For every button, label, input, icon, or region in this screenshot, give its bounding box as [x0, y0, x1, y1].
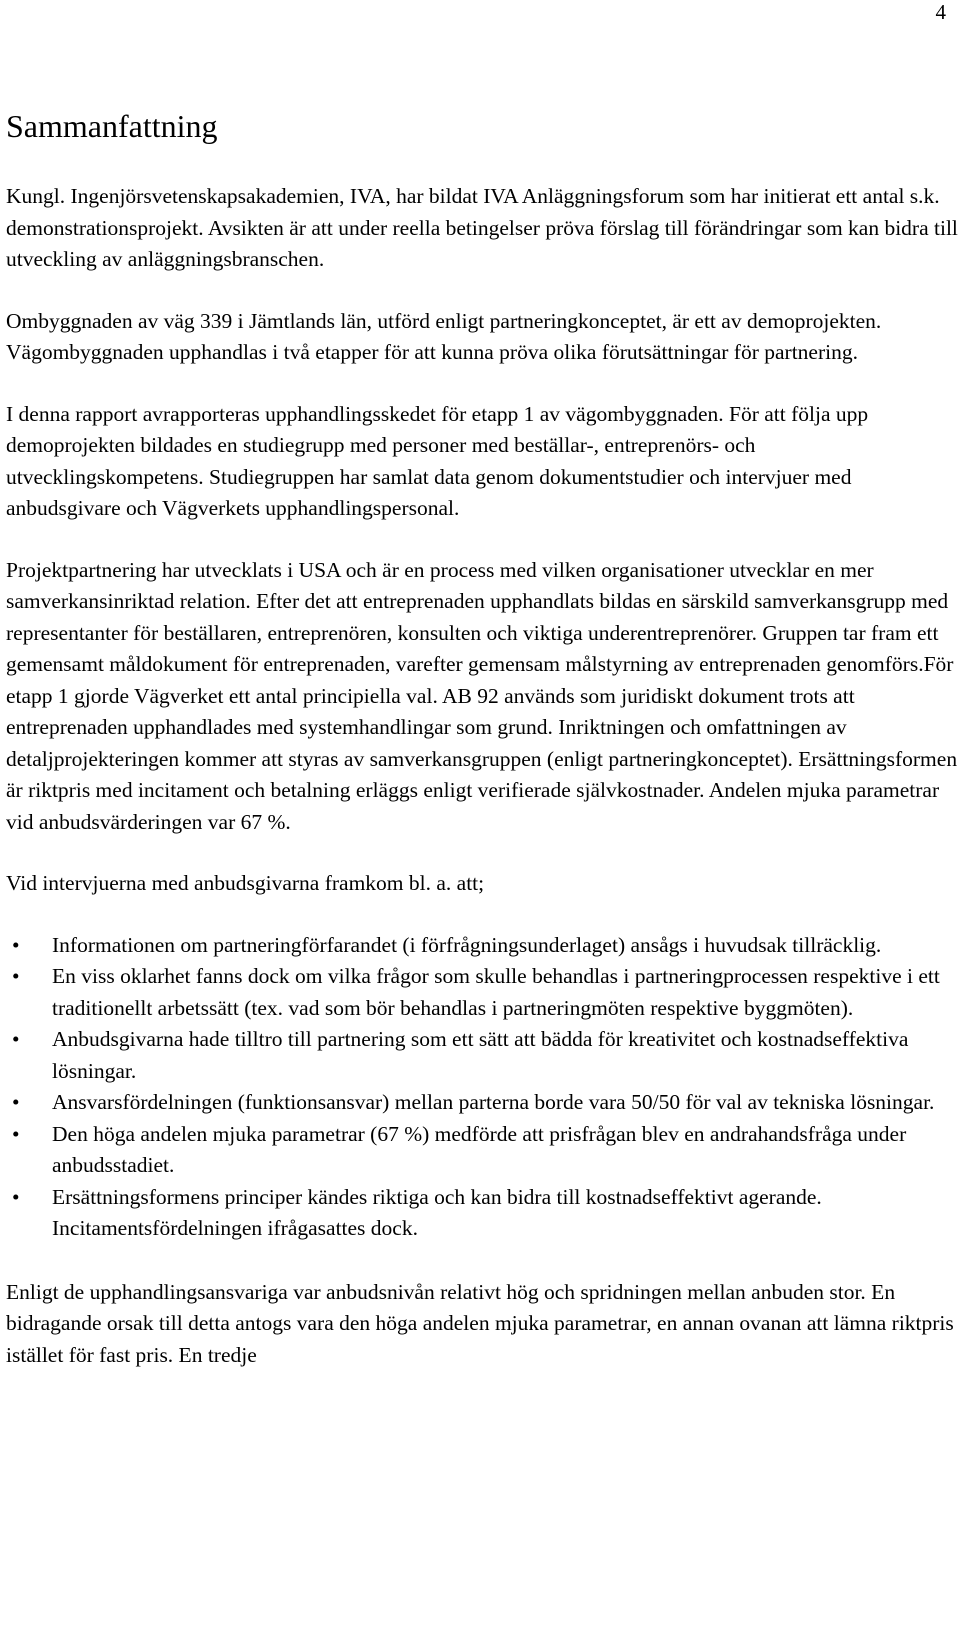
report-paragraph: I denna rapport avrapporteras upphandlingsskedet för etapp 1 av vägombyggnaden. För att följa upp demoprojekten bildades en studiegrupp med personer med beställar-, entreprenörs- och utvecklingskompetens. Studiegruppen har samlat data genom dokumentstudier och intervjuer med anbudsgivare och Vägverkets upphandlingspersonal.: [6, 401, 869, 520]
bullet-icon: •: [12, 1090, 20, 1114]
bullet-icon: •: [12, 1027, 20, 1051]
page-title: Sammanfattning: [6, 108, 218, 144]
project-paragraph: Ombyggnaden av väg 339 i Jämtlands län, utförd enligt partneringkonceptet, är ett av demoprojekten. Vägombyggnaden upphandlas i två etapper för att kunna pröva olika förutsättningar för partnering.: [6, 308, 882, 364]
list-item-text: Ersättningsformens principer kändes riktiga och kan bidra till kostnadseffektivt agerande. Incitamentsfördelningen ifrågasattes dock.: [52, 1184, 822, 1240]
bullet-icon: •: [12, 1121, 20, 1146]
findings-list: [6, 930, 958, 1245]
list-item: [6, 961, 958, 1024]
closing-paragraph: Enligt de upphandlingsansvariga var anbudsnivån relativt hög och spridningen mellan anbuden stor. En bidragande orsak till detta antogs vara den höga andelen mjuka parametrar, en annan ovanan att lämna riktpris istället för fast pris. En tredje: [6, 1279, 954, 1367]
list-item-text: En viss oklarhet fanns dock om vilka frågor som skulle behandlas i partneringprocessen respektive i ett traditionellt arbetssätt (tex. vad som bör behandlas i partneringmöten respektive byggmöten).: [52, 964, 940, 1020]
partnering-paragraph: Projektpartnering har utvecklats i USA och är en process med vilken organisationer utvecklar en mer samverkansinriktad relation. Efter det att entreprenaden upphandlats bildas en särskild samverkansgrupp med representanter för beställaren, entreprenören, konsulten och viktiga underentreprenörer. Gruppen tar fram ett gemensamt måldokument för entreprenaden, varefter gemensam målstyrning av entreprenaden genomförs.För etapp 1 gjorde Vägverket ett antal principiella val. AB 92 används som juridiskt dokument trots att entreprenaden upphandlades med systemhandlingar som grund. Inriktningen och omfattningen av detaljprojekteringen kommer att styras av samverkansgruppen (enligt partneringkonceptet). Ersättningsformen är riktpris med incitament och betalning erläggs enligt verifierade självkostnader. Andelen mjuka parametrar vid anbudsvärderingen var 67 %.: [6, 557, 958, 834]
list-item: [6, 1087, 958, 1119]
list-item: [6, 1119, 958, 1182]
document-body: [6, 181, 958, 1401]
bullet-icon: •: [12, 1184, 20, 1209]
bullet-icon: •: [12, 964, 20, 988]
list-item-text: Den höga andelen mjuka parametrar (67 %) medförde att prisfrågan blev en andrahandsfråga under anbudsstadiet.: [52, 1121, 907, 1177]
list-item: [6, 930, 958, 962]
interview-intro-paragraph: Vid intervjuerna med anbudsgivarna framkom bl. a. att;: [6, 871, 485, 895]
list-item: [6, 1024, 958, 1087]
list-item-text: Anbudsgivarna hade tilltro till partnering som ett sätt att bädda för kreativitet och kostnadseffektiva lösningar.: [52, 1027, 909, 1083]
list-item-text: Informationen om partneringförfarandet (i förfrågningsunderlaget) ansågs i huvudsak tillräcklig.: [52, 932, 882, 957]
list-item: [6, 1182, 958, 1245]
page-number: 4: [935, 0, 946, 24]
intro-paragraph: Kungl. Ingenjörsvetenskapsakademien, IVA, har bildat IVA Anläggningsforum som har initierat ett antal s.k. demonstrationsprojekt. Avsikten är att under reella betingelser pröva förslag till förändringar som kan bidra till utveckling av anläggningsbranschen.: [6, 184, 958, 271]
list-item-text: Ansvarsfördelningen (funktionsansvar) mellan parterna borde vara 50/50 för val av tekniska lösningar.: [52, 1090, 935, 1114]
bullet-icon: •: [12, 932, 20, 957]
